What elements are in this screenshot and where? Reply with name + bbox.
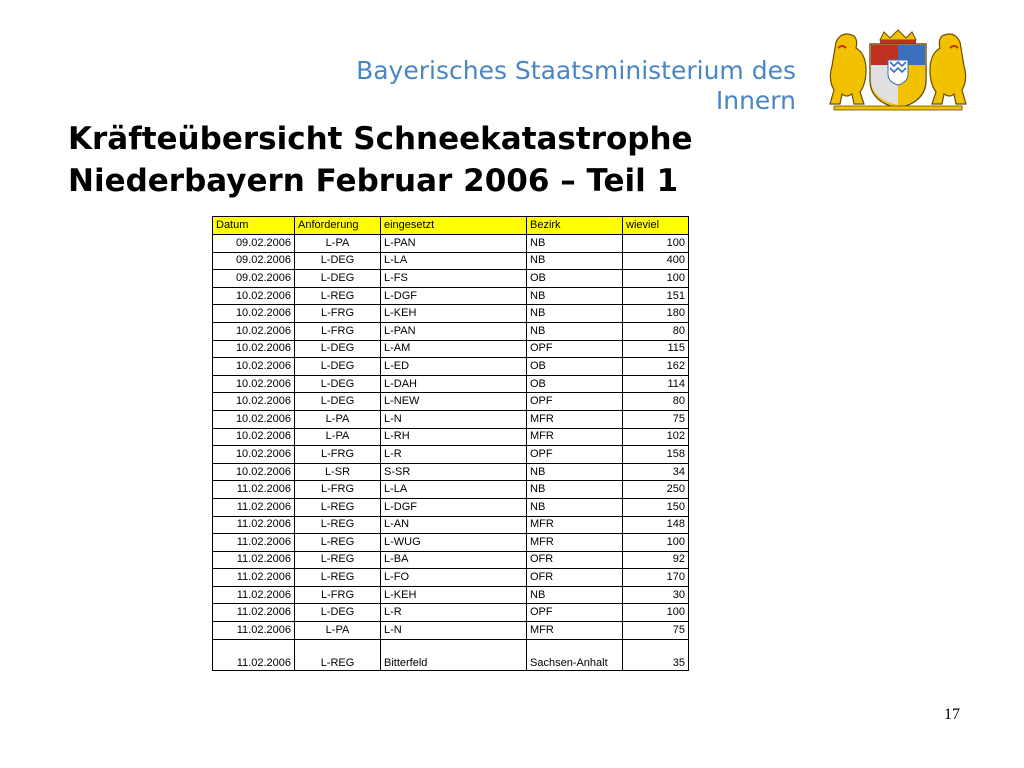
cell-anforderung: L-REG	[295, 498, 381, 516]
cell-datum: 10.02.2006	[213, 358, 295, 376]
title-line-2: Niederbayern Februar 2006 – Teil 1	[68, 163, 679, 199]
table-row	[213, 586, 689, 604]
cell-wieviel: 158	[623, 446, 689, 464]
cell-wieviel: 148	[623, 516, 689, 534]
table-row	[213, 428, 689, 446]
cell-datum: 11.02.2006	[213, 551, 295, 569]
cell-anforderung: L-REG	[295, 534, 381, 552]
cell-wieviel: 250	[623, 481, 689, 499]
cell-bezirk: NB	[527, 287, 623, 305]
cell-anforderung: L-DEG	[295, 252, 381, 270]
table-row	[213, 358, 689, 376]
cell-bezirk: OB	[527, 270, 623, 288]
cell-datum: 10.02.2006	[213, 463, 295, 481]
table-row	[213, 270, 689, 288]
cell-anforderung: L-FRG	[295, 446, 381, 464]
cell-bezirk: OFR	[527, 551, 623, 569]
cell-datum: 11.02.2006	[213, 516, 295, 534]
table-row	[213, 235, 689, 253]
cell-datum: 11.02.2006	[213, 639, 295, 670]
cell-anforderung: L-PA	[295, 622, 381, 640]
column-header-anforderung: Anforderung	[295, 217, 381, 235]
column-header-bezirk: Bezirk	[527, 217, 623, 235]
ministry-line-1: Bayerisches Staatsministerium des	[356, 56, 796, 85]
cell-bezirk: MFR	[527, 428, 623, 446]
cell-wieviel: 92	[623, 551, 689, 569]
cell-bezirk: Sachsen-Anhalt	[527, 639, 623, 670]
cell-wieviel: 114	[623, 375, 689, 393]
cell-anforderung: L-PA	[295, 428, 381, 446]
ministry-name	[356, 56, 796, 116]
table-row	[213, 446, 689, 464]
cell-wieviel: 151	[623, 287, 689, 305]
cell-datum: 10.02.2006	[213, 340, 295, 358]
table-row	[213, 569, 689, 587]
table-row	[213, 252, 689, 270]
table-row	[213, 534, 689, 552]
cell-bezirk: OFR	[527, 569, 623, 587]
cell-bezirk: MFR	[527, 534, 623, 552]
cell-anforderung: L-REG	[295, 287, 381, 305]
table-row	[213, 604, 689, 622]
cell-eingesetzt: L-N	[381, 622, 527, 640]
cell-datum: 10.02.2006	[213, 375, 295, 393]
cell-eingesetzt: L-LA	[381, 252, 527, 270]
cell-wieviel: 80	[623, 322, 689, 340]
cell-bezirk: OPF	[527, 604, 623, 622]
cell-bezirk: NB	[527, 322, 623, 340]
table-row	[213, 498, 689, 516]
cell-datum: 10.02.2006	[213, 393, 295, 411]
cell-eingesetzt: L-N	[381, 410, 527, 428]
bavarian-coat-of-arms-icon	[828, 28, 968, 112]
cell-eingesetzt: L-BA	[381, 551, 527, 569]
cell-datum: 11.02.2006	[213, 534, 295, 552]
page-number: 17	[944, 706, 960, 723]
cell-bezirk: OPF	[527, 340, 623, 358]
cell-eingesetzt: L-DGF	[381, 498, 527, 516]
cell-wieviel: 162	[623, 358, 689, 376]
table-row	[213, 516, 689, 534]
cell-datum: 09.02.2006	[213, 252, 295, 270]
cell-anforderung: L-FRG	[295, 305, 381, 323]
cell-datum: 11.02.2006	[213, 604, 295, 622]
cell-eingesetzt: L-KEH	[381, 586, 527, 604]
table-row	[213, 393, 689, 411]
cell-datum: 10.02.2006	[213, 428, 295, 446]
cell-anforderung: L-DEG	[295, 270, 381, 288]
table-row	[213, 322, 689, 340]
cell-anforderung: L-PA	[295, 410, 381, 428]
cell-wieviel: 150	[623, 498, 689, 516]
cell-wieviel: 100	[623, 235, 689, 253]
cell-eingesetzt: L-NEW	[381, 393, 527, 411]
cell-eingesetzt: L-LA	[381, 481, 527, 499]
cell-anforderung: L-REG	[295, 551, 381, 569]
cell-datum: 09.02.2006	[213, 235, 295, 253]
cell-bezirk: NB	[527, 586, 623, 604]
cell-bezirk: NB	[527, 463, 623, 481]
cell-datum: 10.02.2006	[213, 287, 295, 305]
cell-anforderung: L-FRG	[295, 322, 381, 340]
column-header-wieviel: wieviel	[623, 217, 689, 235]
cell-anforderung: L-SR	[295, 463, 381, 481]
cell-eingesetzt: L-WUG	[381, 534, 527, 552]
cell-wieviel: 180	[623, 305, 689, 323]
cell-datum: 11.02.2006	[213, 622, 295, 640]
table-row	[213, 622, 689, 640]
cell-eingesetzt: L-PAN	[381, 322, 527, 340]
cell-bezirk: NB	[527, 305, 623, 323]
cell-eingesetzt: L-R	[381, 446, 527, 464]
cell-anforderung: L-REG	[295, 569, 381, 587]
cell-bezirk: OPF	[527, 446, 623, 464]
cell-datum: 10.02.2006	[213, 446, 295, 464]
cell-wieviel: 35	[623, 639, 689, 670]
cell-bezirk: NB	[527, 481, 623, 499]
cell-bezirk: NB	[527, 252, 623, 270]
cell-eingesetzt: L-AN	[381, 516, 527, 534]
cell-wieviel: 100	[623, 604, 689, 622]
cell-bezirk: NB	[527, 498, 623, 516]
cell-anforderung: L-FRG	[295, 481, 381, 499]
cell-anforderung: L-PA	[295, 235, 381, 253]
cell-bezirk: NB	[527, 235, 623, 253]
cell-bezirk: OPF	[527, 393, 623, 411]
cell-bezirk: MFR	[527, 516, 623, 534]
cell-datum: 10.02.2006	[213, 305, 295, 323]
cell-anforderung: L-DEG	[295, 604, 381, 622]
cell-eingesetzt: L-DGF	[381, 287, 527, 305]
cell-wieviel: 170	[623, 569, 689, 587]
cell-anforderung: L-DEG	[295, 358, 381, 376]
cell-anforderung: L-REG	[295, 516, 381, 534]
cell-eingesetzt: L-RH	[381, 428, 527, 446]
cell-wieviel: 30	[623, 586, 689, 604]
cell-wieviel: 400	[623, 252, 689, 270]
table-row	[213, 287, 689, 305]
cell-eingesetzt: S-SR	[381, 463, 527, 481]
cell-anforderung: L-DEG	[295, 375, 381, 393]
cell-wieviel: 102	[623, 428, 689, 446]
cell-eingesetzt: L-FO	[381, 569, 527, 587]
ministry-line-2: Innern	[715, 86, 796, 115]
cell-eingesetzt: L-AM	[381, 340, 527, 358]
cell-bezirk: OB	[527, 375, 623, 393]
table-row	[213, 463, 689, 481]
cell-bezirk: MFR	[527, 622, 623, 640]
cell-eingesetzt: L-FS	[381, 270, 527, 288]
cell-bezirk: MFR	[527, 410, 623, 428]
table-row	[213, 305, 689, 323]
cell-bezirk: OB	[527, 358, 623, 376]
cell-eingesetzt: L-PAN	[381, 235, 527, 253]
cell-wieviel: 34	[623, 463, 689, 481]
cell-eingesetzt: Bitterfeld	[381, 639, 527, 670]
cell-wieviel: 80	[623, 393, 689, 411]
cell-eingesetzt: L-ED	[381, 358, 527, 376]
forces-table	[212, 216, 689, 671]
cell-datum: 11.02.2006	[213, 481, 295, 499]
cell-wieviel: 100	[623, 534, 689, 552]
cell-anforderung: L-DEG	[295, 393, 381, 411]
cell-wieviel: 75	[623, 410, 689, 428]
cell-wieviel: 100	[623, 270, 689, 288]
cell-datum: 11.02.2006	[213, 498, 295, 516]
cell-anforderung: L-FRG	[295, 586, 381, 604]
table-row	[213, 340, 689, 358]
cell-wieviel: 75	[623, 622, 689, 640]
cell-datum: 11.02.2006	[213, 586, 295, 604]
table-header-row	[213, 217, 689, 235]
cell-datum: 09.02.2006	[213, 270, 295, 288]
cell-datum: 10.02.2006	[213, 410, 295, 428]
table-row	[213, 375, 689, 393]
cell-datum: 11.02.2006	[213, 569, 295, 587]
cell-anforderung: L-DEG	[295, 340, 381, 358]
table-row	[213, 639, 689, 670]
cell-eingesetzt: L-DAH	[381, 375, 527, 393]
cell-wieviel: 115	[623, 340, 689, 358]
table-row	[213, 410, 689, 428]
cell-anforderung: L-REG	[295, 639, 381, 670]
title-line-1: Kräfteübersicht Schneekatastrophe	[68, 121, 693, 157]
cell-datum: 10.02.2006	[213, 322, 295, 340]
table-row	[213, 551, 689, 569]
column-header-datum: Datum	[213, 217, 295, 235]
cell-eingesetzt: L-R	[381, 604, 527, 622]
column-header-eingesetzt: eingesetzt	[381, 217, 527, 235]
table-row	[213, 481, 689, 499]
page-title	[68, 118, 693, 202]
table-body	[213, 235, 689, 671]
cell-eingesetzt: L-KEH	[381, 305, 527, 323]
